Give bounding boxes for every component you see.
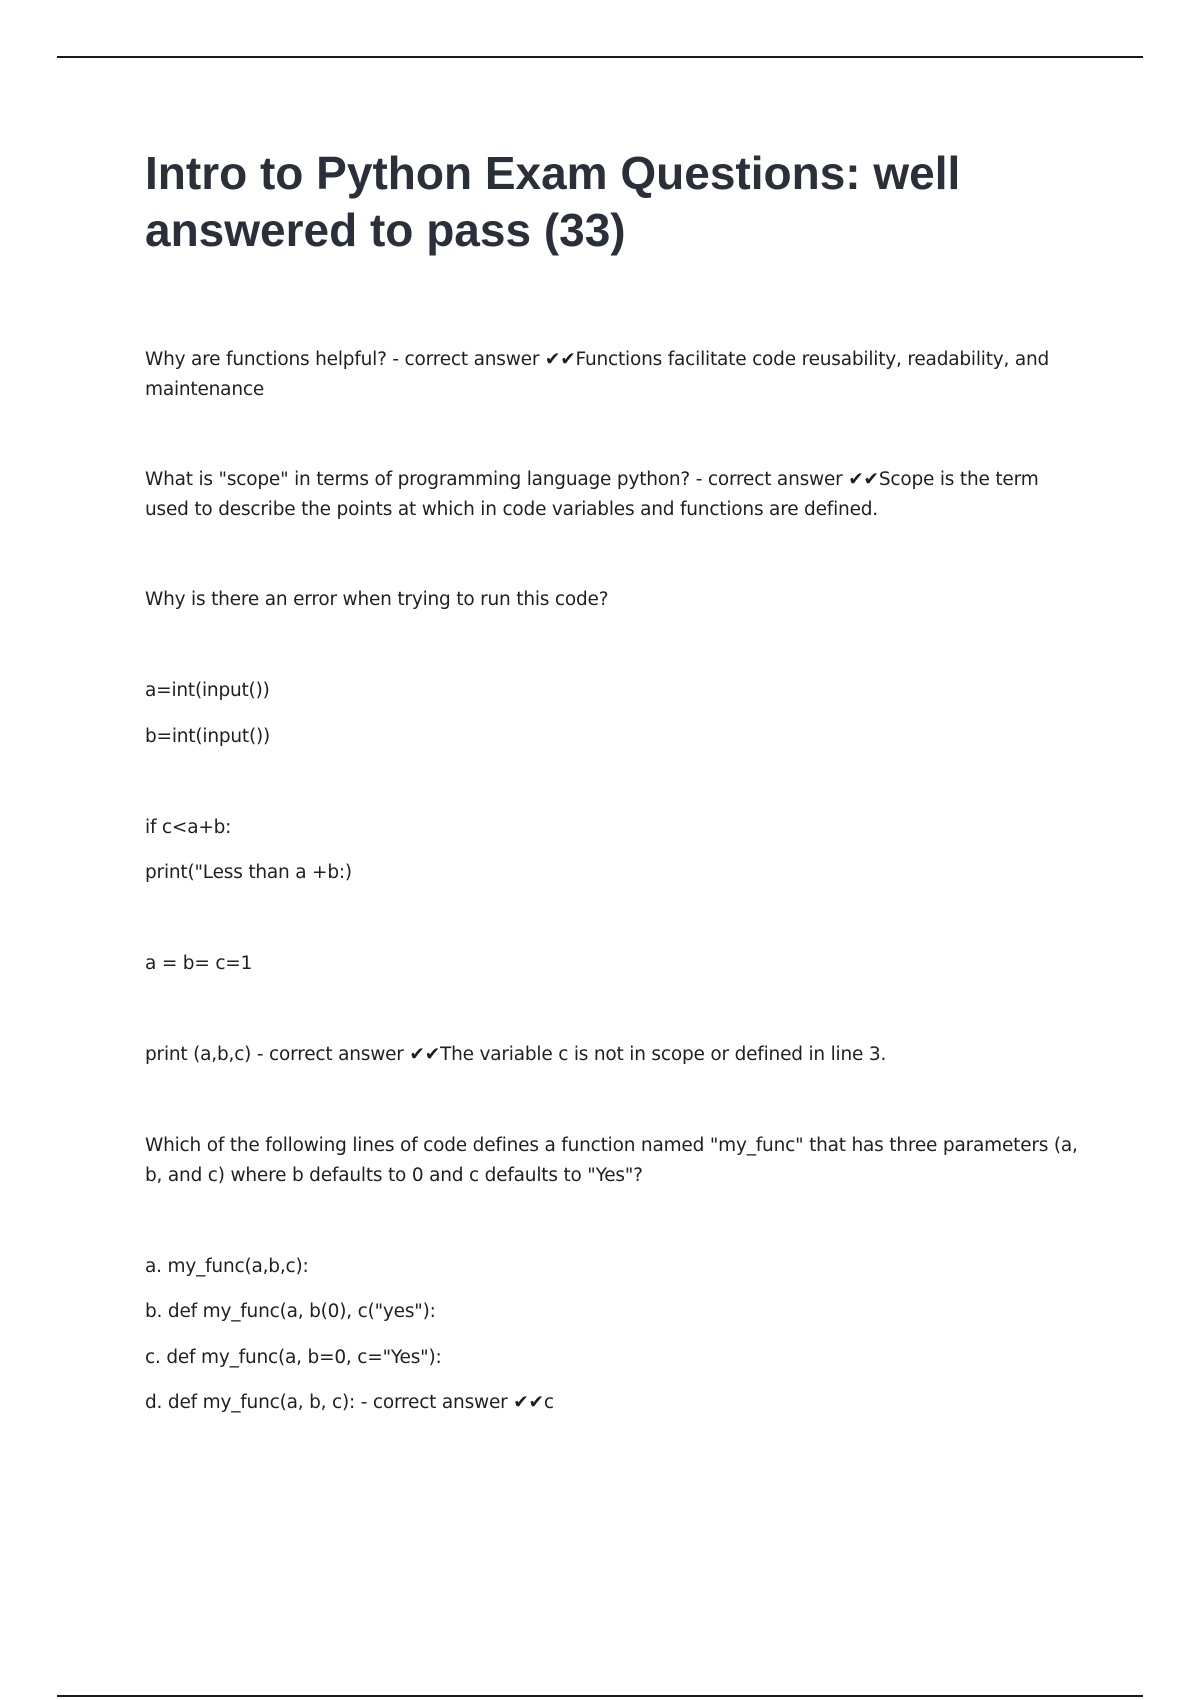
option-d-answer: d. def my_func(a, b, c): - correct answer ✔✔c — [145, 1392, 554, 1413]
document-title: Intro to Python Exam Questions: well answered to pass (33) — [145, 147, 961, 256]
qa-scope-definition: What is "scope" in terms of programming language python? - correct answer ✔✔Scope is the term used to describe the points at which in code variables and functions are defined. — [145, 469, 1039, 520]
code-line-print-less: print("Less than a +b:) — [145, 862, 352, 883]
code-line-a-input: a=int(input()) — [145, 680, 270, 701]
code-line-b-input: b=int(input()) — [145, 726, 271, 747]
answer-scope-error: print (a,b,c) - correct answer ✔✔The variable c is not in scope or defined in line 3. — [145, 1044, 887, 1065]
option-a: a. my_func(a,b,c): — [145, 1256, 309, 1277]
option-b: b. def my_func(a, b(0), c("yes"): — [145, 1301, 436, 1322]
top-rule — [57, 56, 1143, 58]
qa-functions-helpful: Why are functions helpful? - correct answer ✔✔Functions facilitate code reusability, readability, and maintenance — [145, 349, 1050, 400]
code-line-assign: a = b= c=1 — [145, 953, 253, 974]
question-error-code: Why is there an error when trying to run this code? — [145, 589, 609, 610]
code-line-if: if c<a+b: — [145, 817, 232, 838]
option-c: c. def my_func(a, b=0, c="Yes"): — [145, 1347, 442, 1368]
bottom-rule — [57, 1695, 1143, 1697]
question-my-func: Which of the following lines of code defines a function named "my_func" that has three parameters (a, b, and c) where b defaults to 0 and c defaults to "Yes"? — [145, 1135, 1078, 1186]
